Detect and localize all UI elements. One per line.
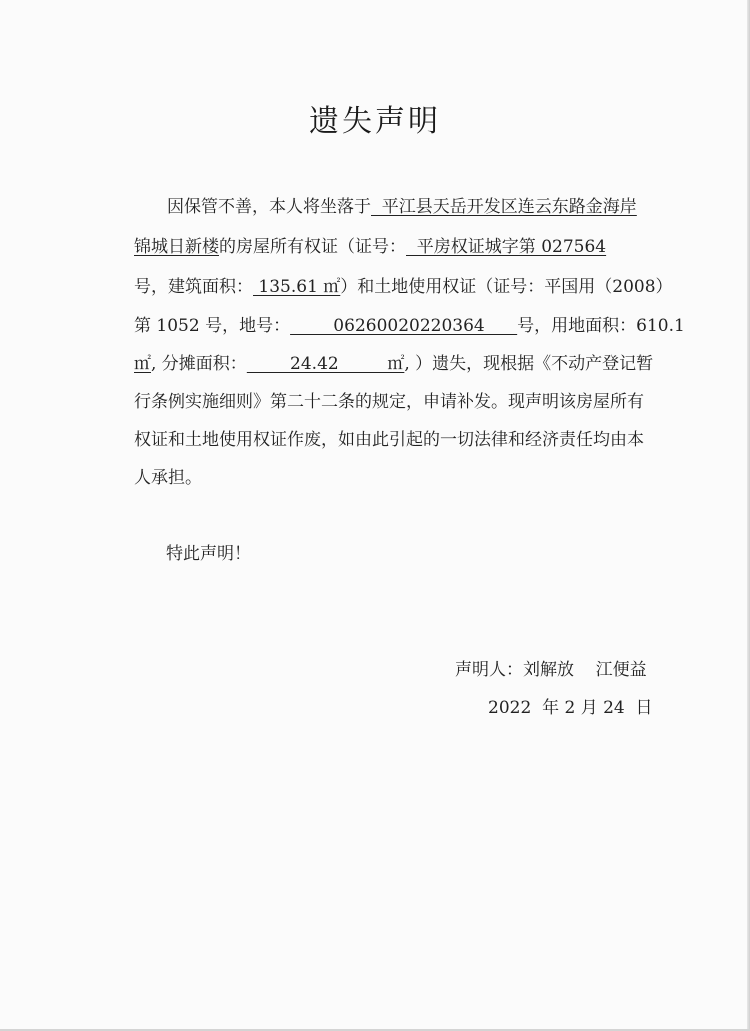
body-line-3 bbox=[134, 272, 673, 297]
building-area-underlined: 135.61 ㎡ bbox=[253, 277, 341, 297]
body-line-2 bbox=[134, 232, 606, 257]
body-line-6 bbox=[134, 387, 644, 412]
certificate-number-underlined: 平房权证城字第 027564 bbox=[406, 237, 607, 257]
body-text: ）和土地使用权证（证号：平国用（2008） bbox=[340, 277, 673, 297]
body-line-7 bbox=[134, 425, 644, 450]
body-text: , ）遗失，现根据《不动产登记暂 bbox=[404, 354, 654, 374]
body-line-1 bbox=[167, 192, 637, 217]
body-text: , 分摊面积： bbox=[151, 354, 247, 374]
body-line-4 bbox=[134, 311, 685, 336]
unit-underlined: ㎡ bbox=[134, 354, 151, 374]
body-text: 因保管不善，本人将坐落于 bbox=[167, 197, 371, 217]
building-name-underlined: 锦城日新楼 bbox=[134, 237, 219, 257]
land-number-underlined: 06260020220364 bbox=[290, 316, 518, 336]
body-text: 人承担。 bbox=[134, 468, 202, 488]
declaration-date: 2022 年 2 月 24 日 bbox=[488, 698, 653, 718]
body-text: 权证和土地使用权证作废，如由此引起的一切法律和经济责任均由本 bbox=[134, 430, 644, 450]
body-text: 第 1052 号，地号： bbox=[134, 316, 291, 336]
body-text: 的房屋所有权证（证号： bbox=[219, 237, 406, 257]
body-text: 行条例实施细则》第二十二条的规定，申请补发。现声明该房屋所有 bbox=[134, 392, 644, 412]
location-underlined: 平江县天岳开发区连云东路金海岸 bbox=[371, 197, 637, 217]
page-title: 遗失声明 bbox=[309, 104, 441, 139]
declarant-signature: 声明人：刘解放 江便益 bbox=[455, 660, 647, 680]
body-text: 号，建筑面积： bbox=[134, 277, 253, 297]
body-line-8 bbox=[134, 463, 202, 488]
body-text: 号，用地面积：610.1 bbox=[517, 316, 685, 336]
body-line-5 bbox=[134, 349, 653, 374]
shared-area-underlined: 24.42 ㎡ bbox=[246, 354, 405, 374]
closing-statement: 特此声明！ bbox=[166, 544, 251, 564]
